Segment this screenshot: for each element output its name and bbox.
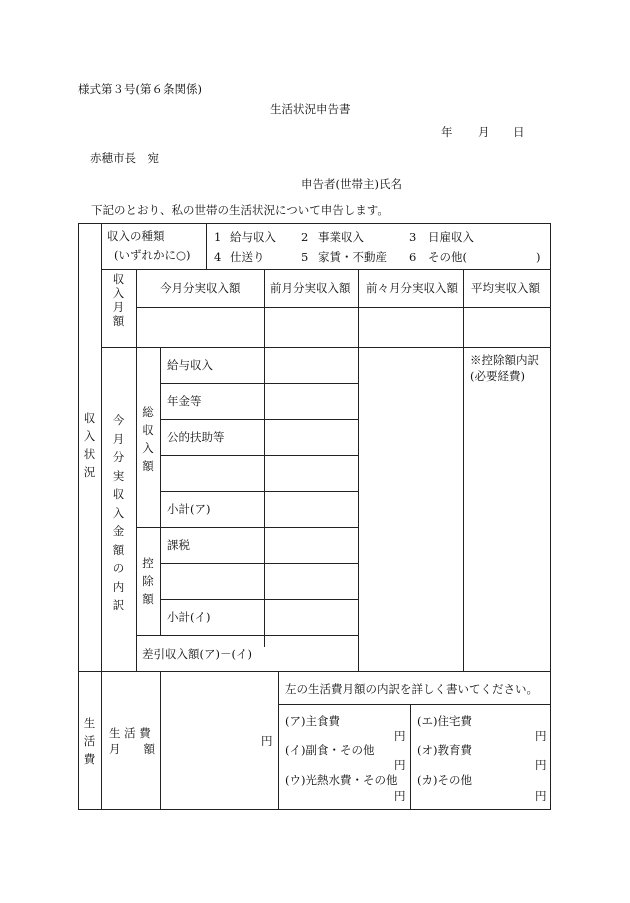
living-item-staple-food-yen: 円 <box>394 729 406 743</box>
living-item-other-yen: 円 <box>535 789 547 803</box>
living-item-utilities: (ウ)光熱水費・その他 <box>285 773 398 787</box>
living-item-staple-food: (ア)主食費 <box>285 714 340 728</box>
living-section-label: 生 活 費 <box>83 716 96 766</box>
applicant-label: 申告者(世帯主)氏名 <box>301 177 402 191</box>
income-type-2: 事業収入 <box>318 230 364 244</box>
col-average: 平均実収入額 <box>471 281 540 295</box>
report-form-table <box>78 223 550 809</box>
living-monthly-label2: 月 額 <box>109 742 155 756</box>
date-day-label: 日 <box>513 125 525 139</box>
deduction-note-sub: (必要経費) <box>470 369 525 383</box>
net-income-label: 差引収入額(ア)－(イ) <box>142 647 252 661</box>
deduction-note: ※控除額内訳 <box>470 353 539 367</box>
income-type-5-num: 5 <box>301 250 309 264</box>
statement: 下記のとおり、私の世帯の生活状況について申告します。 <box>91 203 389 217</box>
deduction-item-tax: 課税 <box>167 538 190 552</box>
income-type-label: 収入の種類 <box>107 229 165 243</box>
date-month-label: 月 <box>478 125 490 139</box>
living-item-side-food-yen: 円 <box>394 758 406 772</box>
income-type-6-num: 6 <box>409 250 417 264</box>
gross-income-label: 総 収 入 額 <box>142 405 154 473</box>
income-section-label: 収 入 状 況 <box>83 411 96 479</box>
living-item-housing: (エ)住宅費 <box>417 714 472 728</box>
col-this-month: 今月分実収入額 <box>160 281 241 295</box>
living-monthly-yen: 円 <box>261 734 273 748</box>
living-item-housing-yen: 円 <box>535 729 547 743</box>
form-number: 様式第３号(第６条関係) <box>78 82 202 96</box>
income-type-3: 日雇収入 <box>428 230 474 244</box>
income-type-hint: (いずれかに○) <box>114 248 191 262</box>
income-type-4: 仕送り <box>230 250 265 264</box>
deduction-label: 控 除 額 <box>142 556 154 606</box>
gross-item-public-aid: 公的扶助等 <box>167 430 225 444</box>
monthly-income-label: 収 入 月 額 <box>112 272 125 328</box>
page-title: 生活状況申告書 <box>270 102 351 116</box>
income-type-2-num: 2 <box>301 230 309 244</box>
income-type-1: 給与収入 <box>230 230 276 244</box>
deduction-subtotal: 小計(イ) <box>167 610 211 624</box>
col-two-months-ago: 前々月分実収入額 <box>366 281 458 295</box>
gross-item-salary: 給与収入 <box>167 358 213 372</box>
living-item-utilities-yen: 円 <box>394 789 406 803</box>
living-item-other: (カ)その他 <box>417 773 472 787</box>
date-year-label: 年 <box>441 125 453 139</box>
gross-subtotal: 小計(ア) <box>167 502 211 516</box>
gross-item-pension: 年金等 <box>167 394 202 408</box>
income-type-3-num: 3 <box>409 230 417 244</box>
living-instruction: 左の生活費月額の内訳を詳しく書いてください。 <box>285 682 538 696</box>
living-item-education-yen: 円 <box>535 758 547 772</box>
addressee: 赤穂市長 宛 <box>90 151 159 165</box>
living-monthly-label: 生 活 費 <box>109 726 151 740</box>
living-item-education: (オ)教育費 <box>417 743 472 757</box>
col-last-month: 前月分実収入額 <box>270 281 351 295</box>
breakdown-label: 今 月 分 実 収 入 金 額 の 内 訳 <box>112 413 125 612</box>
income-type-6: その他( ) <box>428 250 541 264</box>
living-item-side-food: (イ)副食・その他 <box>285 743 375 757</box>
income-type-1-num: 1 <box>214 230 222 244</box>
income-type-4-num: 4 <box>214 250 222 264</box>
income-type-5: 家賃・不動産 <box>318 250 387 264</box>
